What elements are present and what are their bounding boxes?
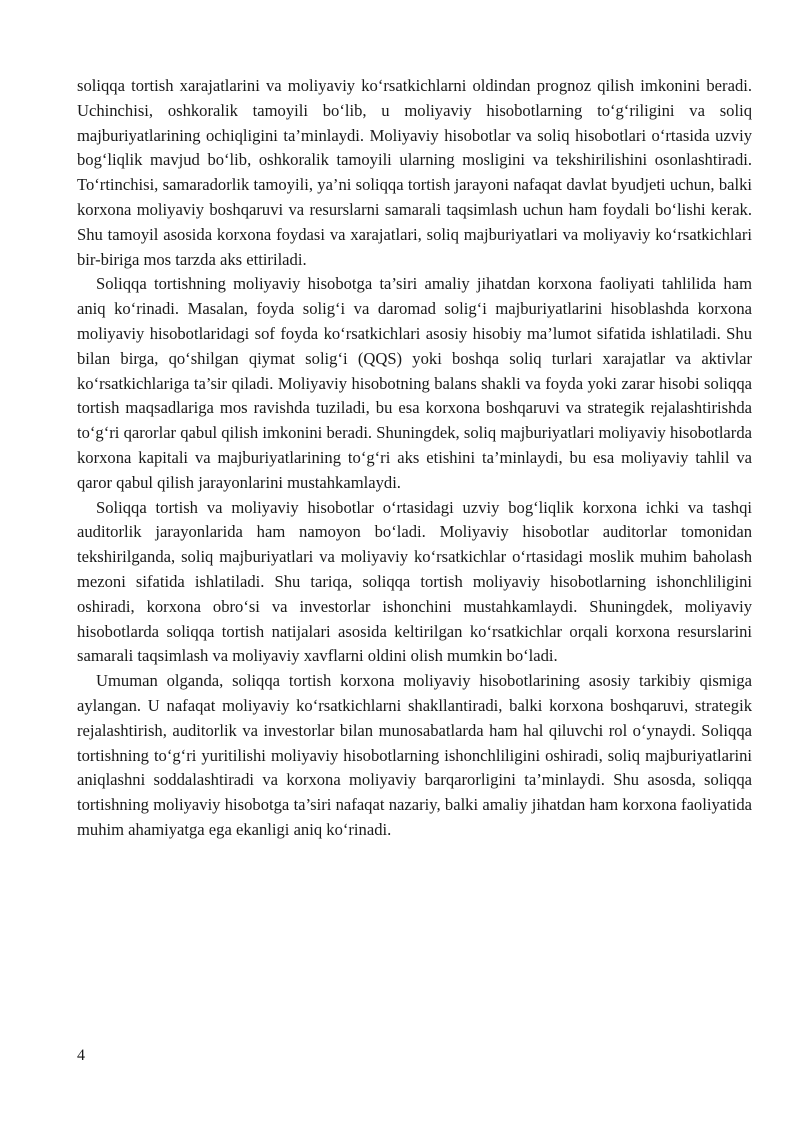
paragraph-tax-impact-practical: Soliqqa tortishning moliyaviy hisobotga ta’siri amaliy jihatdan korxona faoliyati tahlilida ham aniq ko‘rinadi. Masalan, foyda solig‘i va daromad solig‘i majburiyatlarini hisoblashda korxona moliyaviy hisobotlaridagi sof foyda ko‘rsatkichlari asosiy hisobiy ma’lumot sifatida ishlatiladi. Shu bilan birga, qo‘shilgan qiymat solig‘i (QQS) yoki boshqa soliq turlari xarajatlar va aktivlar ko‘rsatkichlariga ta’sir qiladi. Moliyaviy hisobotning balans shakli va foyda yoki zarar hisobi soliqqa tortish maqsadlariga mos ravishda tuziladi, bu esa korxona boshqaruvi va strategik rejalashtirishda to‘g‘ri qarorlar qabul qilish imkonini beradi. Shuningdek, soliq majburiyatlari moliyaviy hisobotlarda korxona kapitali va majburiyatlarining to‘g‘ri aks etishini ta’minlaydi, bu esa moliyaviy tahlil va qaror qabul qilish jarayonlarini mustahkamlaydi. <box>77 274 752 492</box>
paragraph-audit-linkage: Soliqqa tortish va moliyaviy hisobotlar o‘rtasidagi uzviy bog‘liqlik korxona ichki va tashqi auditorlik jarayonlarida ham namoyon bo‘ladi. Moliyaviy hisobotlar auditorlar tomonidan tekshirilganda, soliq majburiyatlari va moliyaviy ko‘rsatkichlar o‘rtasidagi moslik muhim baholash mezoni sifatida ishlatiladi. Shu tariqa, soliqqa tortish moliyaviy hisobotlarning ishonchliligini oshiradi, korxona obro‘si va investorlar ishonchini mustahkamlaydi. Shuningdek, moliyaviy hisobotlarda soliqqa tortish natijalari asosida keltirilgan ko‘rsatkichlar orqali korxona resurslarini samarali taqsimlash va moliyaviy xavflarni oldini olish mumkin bo‘ladi. <box>77 497 752 666</box>
page-number: 4 <box>77 1047 85 1064</box>
body-text <box>77 74 752 843</box>
paragraph-conclusion: Umuman olganda, soliqqa tortish korxona moliyaviy hisobotlarining asosiy tarkibiy qismiga aylangan. U nafaqat moliyaviy ko‘rsatkichlarni shakllantiradi, balki korxona boshqaruvi, strategik rejalashtirish, auditorlik va investorlar bilan munosabatlarda ham hal qiluvchi rol o‘ynaydi. Soliqqa tortishning to‘g‘ri yuritilishi moliyaviy hisobotlarning ishonchliligini oshiradi, soliq majburiyatlarini aniqlashni soddalashtiradi va korxona moliyaviy barqarorligini ta’minlaydi. Shu asosda, soliqqa tortishning moliyaviy hisobotga ta’siri nafaqat nazariy, balki amaliy jihatdan ham korxona faoliyatida muhim ahamiyatga ega ekanligi aniq ko‘rinadi. <box>77 671 752 839</box>
paragraph-continuation: soliqqa tortish xarajatlarini va moliyaviy ko‘rsatkichlarni oldindan prognoz qilish imkonini beradi. Uchinchisi, oshkoralik tamoyili bo‘lib, u moliyaviy hisobotlarning to‘g‘riligini va soliq majburiyatlarining ochiqligini ta’minlaydi. Moliyaviy hisobotlar va soliq hisobotlari o‘rtasida uzviy bog‘liqlik mavjud bo‘lib, oshkoralik tamoyili ularning mosligini va tekshirilishini osonlashtiradi. To‘rtinchisi, samaradorlik tamoyili, ya’ni soliqqa tortish jarayoni nafaqat davlat byudjeti uchun, balki korxona moliyaviy boshqaruvi va resurslarni samarali taqsimlash uchun ham foydali bo‘lishi kerak. Shu tamoyil asosida korxona foydasi va xarajatlari, soliq majburiyatlari va moliyaviy ko‘rsatkichlari bir-biriga mos tarzda aks ettiriladi. <box>77 76 752 269</box>
